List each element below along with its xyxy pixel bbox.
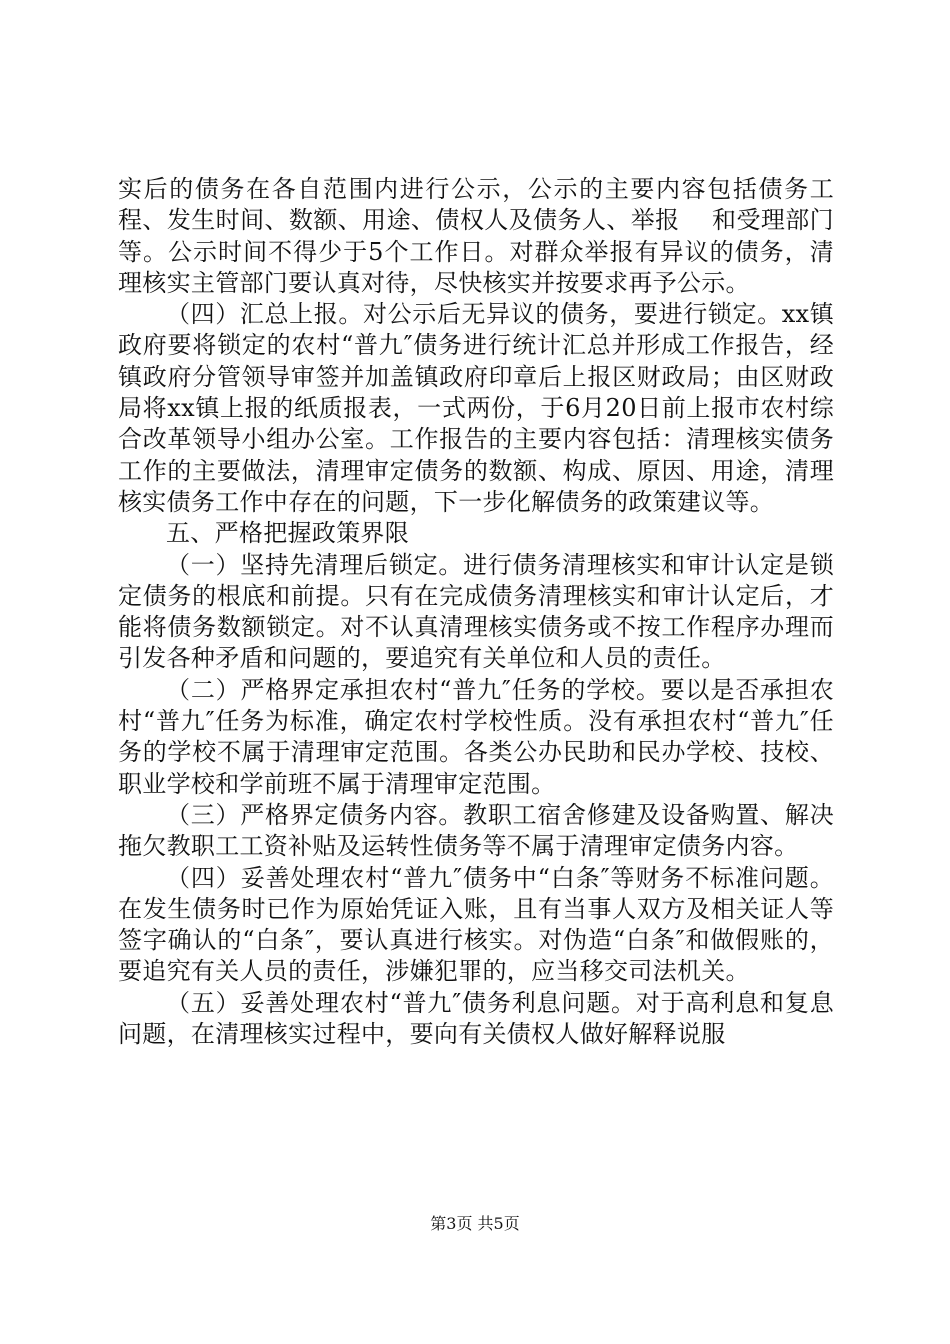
document-body: [118, 174, 834, 1050]
paragraph-debt-interest: （五）妥善处理农村“普九″债务利息问题。对于高利息和复息问题，在清理核实过程中，要向有关债权人做好解释说服: [118, 988, 834, 1049]
paragraph-clear-before-lock: （一）坚持先清理后锁定。进行债务清理核实和审计认定是锁定债务的根底和前提。只有在完成债务清理核实和审计认定后，才能将债务数额锁定。对不认真清理核实债务或不按工作程序办理而引发各种矛盾和问题的，要追究有关单位和人员的责任。: [118, 550, 834, 673]
page-number-footer: 第3页 共5页: [430, 1214, 520, 1233]
paragraph-define-debt-content: （三）严格界定债务内容。教职工宿舍修建及设备购置、解决拖欠教职工工资补贴及运转性债务等不属于清理审定债务内容。: [118, 800, 834, 861]
paragraph-summary-report: （四）汇总上报。对公示后无异议的债务，要进行锁定。xx镇政府要将锁定的农村“普九″债务进行统计汇总并形成工作报告，经镇政府分管领导审签并加盖镇政府印章后上报区财政局；由区财政局将xx镇上报的纸质报表，一式两份，于6月20日前上报市农村综合改革领导小组办公室。工作报告的主要内容包括：清理核实债务工作的主要做法，清理审定债务的数额、构成、原因、用途，清理核实债务工作中存在的问题，下一步化解债务的政策建议等。: [118, 300, 834, 516]
paragraph-continuation: 实后的债务在各自范围内进行公示，公示的主要内容包括债务工程、发生时间、数额、用途、债权人及债务人、举报 和受理部门等。公示时间不得少于5个工作日。对群众举报有异议的债务，清理核实主管部门要认真对待，尽快核实并按要求再予公示。: [118, 175, 834, 297]
paragraph-define-schools: （二）严格界定承担农村“普九″任务的学校。要以是否承担农村“普九″任务为标准，确定农村学校性质。没有承担农村“普九″任务的学校不属于清理审定范围。各类公办民助和民办学校、技校、职业学校和学前班不属于清理审定范围。: [118, 675, 834, 798]
section-heading-policy-boundaries: 五、严格把握政策界限: [166, 519, 409, 548]
paragraph-informal-receipts: （四）妥善处理农村“普九″债务中“白条″等财务不标准问题。在发生债务时已作为原始凭证入账，且有当事人双方及相关证人等签字确认的“白条″，要认真进行核实。对伪造“白条″和做假账的，要追究有关人员的责任，涉嫌犯罪的，应当移交司法机关。: [118, 863, 834, 986]
